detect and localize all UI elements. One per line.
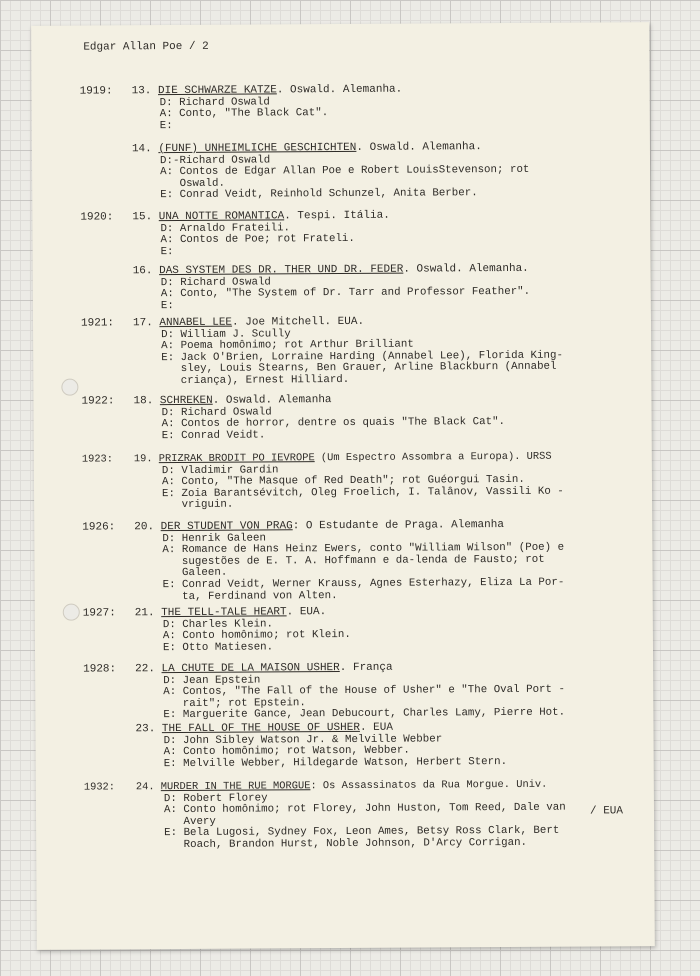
credit-line: A: Contos de Poe; rot Frateli.: [160, 233, 355, 247]
credit-line: sley, Louis Stearns, Ben Grauer, Arline Blackburn (Annabel: [161, 361, 557, 376]
credit-line: E: Otto Matiesen.: [162, 641, 274, 654]
credit-line: E: Marguerite Gance, Jean Debucourt, Charles Lamy, Pierre Hot.: [163, 707, 566, 722]
credit-line: E: Conrad Veidt, Reinhold Schunzel, Anita Berber.: [160, 187, 478, 202]
credit-line: E:: [159, 119, 173, 132]
credit-line: A: Conto, "The Masque of Red Death"; rot Guéorgui Tasin.: [161, 474, 525, 489]
film-title: UNA NOTTE ROMANTICA: [158, 210, 285, 224]
film-details: . Tespi. Itália.: [284, 209, 390, 223]
entry-heading: [134, 519, 504, 533]
film-details: . França: [339, 661, 393, 675]
entry-year: 1921:: [80, 317, 115, 330]
film-details: (Um Espectro Assombra a Europa). URSS: [314, 450, 552, 465]
credit-line: Oswald.: [160, 177, 225, 190]
entry-number: 20.: [134, 521, 161, 534]
entry-year: 1927:: [82, 607, 116, 620]
credit-line: D: Vladimir Gardin: [161, 463, 279, 477]
credit-line: D: Richard Oswald: [159, 96, 270, 109]
entry-year: 1926:: [82, 521, 116, 534]
handwritten-annotation: / EUA: [589, 805, 624, 818]
credit-line: E:: [160, 245, 174, 258]
entry-year: 1920:: [80, 211, 114, 224]
film-details: . Oswald. Alemanha: [212, 394, 332, 407]
entry-year: 1919:: [79, 85, 113, 98]
film-title: (FUNF) UNHEIMLICHE GESCHICHTEN: [158, 141, 357, 156]
film-title: DER STUDENT VON PRAG: [160, 520, 293, 534]
film-details: . Oswald. Alemanha.: [403, 262, 529, 276]
credit-line: sugestões de E. T. A. Hoffmann e da-lenda de Fausto; rot: [162, 553, 545, 568]
credit-line: A: Conto homônimo; rot Watson, Webber.: [163, 744, 410, 759]
film-details: : Os Assassinatos da Rua Morgue. Univ.: [310, 778, 548, 793]
credit-line: E: Melville Webber, Hildegarde Watson, Herbert Stern.: [163, 755, 508, 770]
credit-line: A: Contos de horror, dentre os quais "The Black Cat".: [161, 416, 506, 431]
credit-line: D: Jean Epstein: [163, 674, 261, 687]
entry-number: 19.: [133, 453, 159, 466]
credit-line: A: Romance de Hans Heinz Ewers, conto "William Wilson" (Poe) e: [162, 541, 565, 557]
entry-number: 17.: [132, 317, 160, 330]
entry-number: 13.: [131, 85, 159, 98]
entry-year: 1922:: [81, 395, 115, 408]
punch-hole: [63, 604, 80, 621]
credit-line: A: Poema homônimo; rot Arthur Brilliant: [161, 338, 414, 353]
entry-heading: [132, 141, 482, 155]
punch-hole: [61, 379, 78, 396]
entry-number: 15.: [132, 211, 159, 224]
credit-line: E: Conrad Veidt.: [161, 429, 266, 442]
film-title: DAS SYSTEM DES DR. THER UND DR. FEDER: [159, 263, 404, 278]
credit-line: ta, Ferdinand von Alten.: [162, 589, 338, 603]
credit-line: A: Contos de Edgar Allan Poe e Robert LouisStevenson; rot: [160, 164, 530, 179]
entry-number: 24.: [135, 781, 161, 794]
film-title: PRIZRAK BRODIT PO IEVROPE: [158, 452, 315, 466]
entry-year: 1923:: [81, 453, 114, 466]
film-details: . EUA.: [286, 606, 327, 619]
film-title: LA CHUTE DE LA MAISON USHER: [161, 662, 340, 676]
entry-number: 21.: [134, 607, 162, 620]
credit-line: Galeen.: [162, 567, 228, 580]
typed-text: [31, 22, 649, 852]
credit-line: D: John Sibley Watson Jr. & Melville Webber: [163, 732, 443, 747]
page-header: Edgar Allan Poe / 2: [83, 40, 209, 54]
film-details: . EUA: [359, 721, 393, 734]
credit-line: D: Richard Oswald: [161, 406, 272, 419]
film-details: . Oswald. Alemanha.: [276, 83, 403, 97]
typed-page: [31, 22, 655, 950]
entry-number: 23.: [135, 723, 162, 736]
credit-line: vriguin.: [162, 499, 234, 512]
credit-line: D: Henrik Galeen: [162, 532, 267, 545]
credit-line: D: Arnaldo Frateili.: [160, 221, 291, 235]
credit-line: Avery: [164, 815, 216, 828]
credit-line: Roach, Brandon Hurst, Noble Johnson, D'Arcy Corrigan.: [164, 836, 528, 852]
film-title: ANNABEL LEE: [159, 316, 233, 330]
credit-line: rait"; rot Epstein.: [163, 697, 306, 710]
entry-number: 16.: [132, 265, 160, 278]
entry-year: 1932:: [83, 781, 116, 794]
credit-line: E: Jack O'Brien, Lorraine Harding (Annabel Lee), Florida King-: [161, 349, 563, 364]
entry-year: 1928:: [83, 663, 117, 676]
credit-line: D:-Richard Oswald: [159, 154, 271, 167]
credit-line: A: Conto homônimo; rot Florey, John Huston, Tom Reed, Dale van: [163, 801, 566, 817]
credit-line: E:: [160, 299, 174, 312]
credit-line: E: Bela Lugosi, Sydney Fox, Leon Ames, Betsy Ross Clark, Bert: [164, 825, 560, 840]
credit-line: D: Charles Klein.: [162, 618, 274, 631]
credit-line: D: Robert Florey: [163, 792, 268, 805]
credit-line: A: Conto homônimo; rot Klein.: [162, 629, 351, 643]
entry-heading: [135, 662, 393, 676]
credit-line: criança), Ernest Hilliard.: [161, 373, 350, 388]
credit-line: A: Conto, "The System of Dr. Tarr and Professor Feather".: [160, 286, 531, 301]
credit-line: D: Richard Oswald: [160, 276, 271, 289]
film-title: DIE SCHWARZE KATZE: [157, 84, 277, 98]
entry-number: 18.: [133, 395, 160, 408]
credit-line: A: Conto, "The Black Cat".: [159, 107, 329, 121]
film-title: SCHREKEN: [159, 394, 213, 408]
film-details: : O Estudante de Praga. Alemanha: [292, 519, 504, 533]
entry-number: 14.: [131, 143, 159, 156]
film-title: THE TELL-TALE HEART: [161, 606, 287, 620]
entry-number: 22.: [135, 663, 162, 676]
film-details: . Oswald. Alemanha.: [356, 141, 482, 154]
film-title: THE FALL OF THE HOUSE OF USHER: [161, 721, 360, 736]
film-details: . Joe Mitchell. EUA.: [231, 315, 365, 329]
entry-heading: [134, 451, 552, 466]
entry-heading: [133, 263, 529, 277]
entry-heading: [136, 779, 548, 794]
credit-line: E: Zoia Barantsévitch, Oleg Froelich, I. Talânov, Vassili Ko -: [162, 485, 564, 500]
credit-line: D: William J. Scully: [161, 327, 291, 341]
credit-line: E: Conrad Veidt, Werner Krauss, Agnes Esterhazy, Eliza La Por-: [162, 576, 565, 592]
film-title: MURDER IN THE RUE MORGUE: [160, 780, 311, 794]
credit-line: A: Contos, "The Fall of the House of Usher" e "The Oval Port -: [163, 683, 566, 699]
